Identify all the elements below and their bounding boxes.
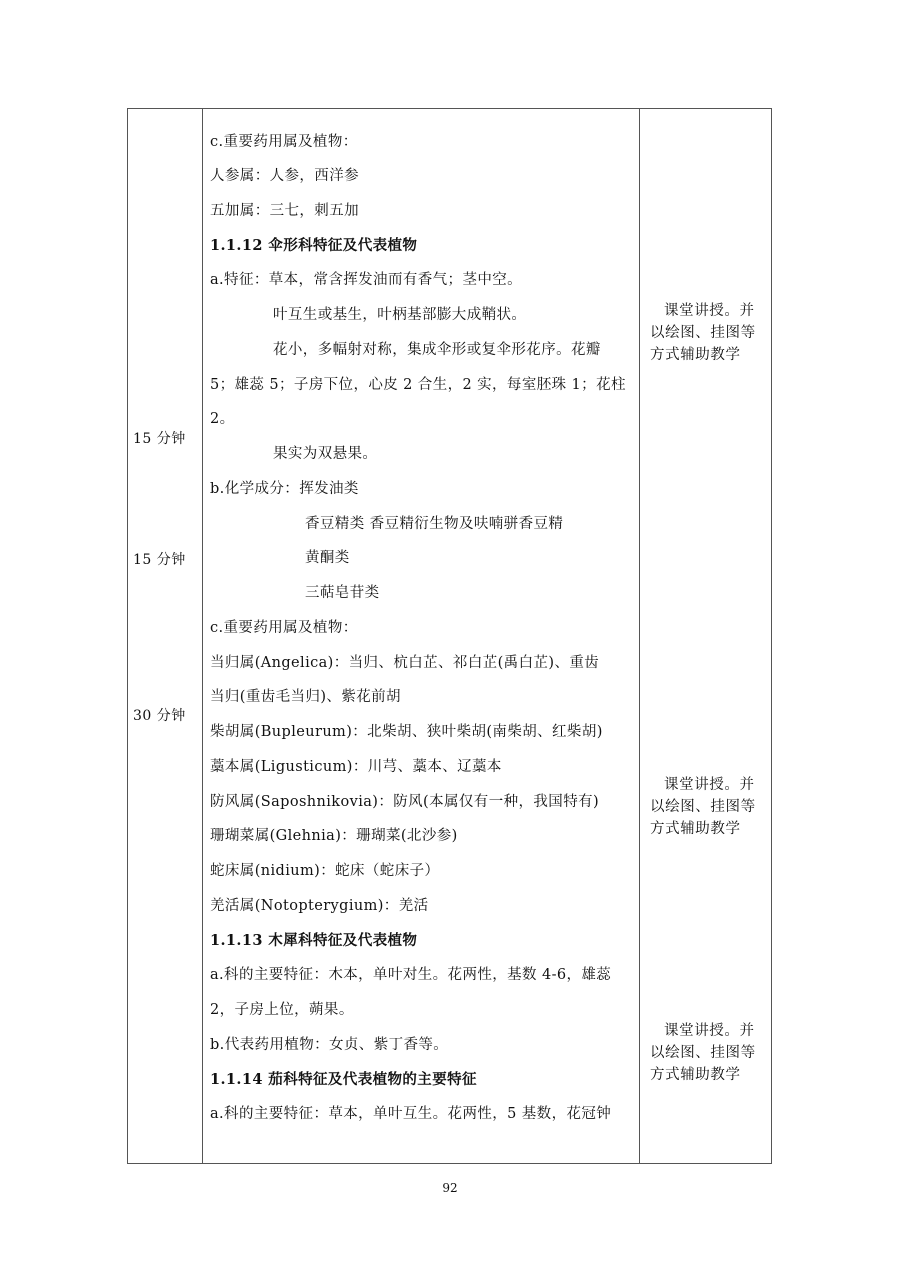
content-line: 柴胡属(Bupleurum)：北柴胡、狭叶柴胡(南柴胡、红柴胡) <box>210 724 603 740</box>
content-line: 三萜皂苷类 <box>305 585 380 601</box>
note-line: 课堂讲授。并 <box>664 1023 755 1039</box>
content-line: 5；雄蕊 5；子房下位，心皮 2 合生，2 实，每室胚珠 1；花柱 <box>210 377 626 393</box>
note-line: 课堂讲授。并 <box>664 303 755 319</box>
time-label: 15 分钟 <box>133 431 186 447</box>
content-line: a.特征：草本，常含挥发油而有香气；茎中空。 <box>210 272 523 288</box>
content-line: c.重要药用属及植物： <box>210 134 358 150</box>
content-line: c.重要药用属及植物： <box>210 620 358 636</box>
content-line: 人参属：人参，西洋参 <box>210 168 359 184</box>
content-line: 当归(重齿毛当归)、紫花前胡 <box>210 689 401 705</box>
page-number: 92 <box>442 1181 458 1195</box>
content-line: a.科的主要特征：木本，单叶对生。花两性，基数 4-6，雄蕊 <box>210 967 612 983</box>
content-line: 珊瑚菜属(Glehnia)：珊瑚菜(北沙参) <box>210 828 458 844</box>
content-line: 花小，多幅射对称，集成伞形或复伞形花序。花瓣 <box>273 342 601 358</box>
content-line: 黄酮类 <box>305 550 350 566</box>
note-line: 以绘图、挂图等 <box>650 1045 756 1061</box>
time-label: 30 分钟 <box>133 708 186 724</box>
column-divider-time <box>202 109 203 1163</box>
column-divider-notes <box>639 109 640 1163</box>
section-heading: 1.1.14 茄科特征及代表植物的主要特征 <box>210 1071 477 1088</box>
section-heading: 1.1.13 木犀科特征及代表植物 <box>210 932 418 949</box>
note-line: 方式辅助教学 <box>650 1067 741 1083</box>
note-line: 以绘图、挂图等 <box>650 325 756 341</box>
content-line: 蛇床属(nidium)：蛇床（蛇床子） <box>210 863 440 879</box>
time-label: 15 分钟 <box>133 552 186 568</box>
note-line: 方式辅助教学 <box>650 821 741 837</box>
content-line: 香豆精类 香豆精衍生物及呋喃骈香豆精 <box>305 516 564 532</box>
content-line: 果实为双悬果。 <box>273 446 378 462</box>
content-line: b.代表药用植物：女贞、紫丁香等。 <box>210 1037 449 1053</box>
content-line: 藁本属(Ligusticum)：川芎、藁本、辽藁本 <box>210 759 502 775</box>
content-line: 羌活属(Notopterygium)：羌活 <box>210 898 429 914</box>
note-line: 以绘图、挂图等 <box>650 799 756 815</box>
content-line: 2，子房上位，蒴果。 <box>210 1002 354 1018</box>
content-line: 防风属(Saposhnikovia)：防风(本属仅有一种，我国特有) <box>210 794 600 810</box>
teaching-method-note <box>650 300 768 366</box>
note-line: 课堂讲授。并 <box>664 777 755 793</box>
content-line: 叶互生或基生，叶柄基部膨大成鞘状。 <box>273 307 527 323</box>
content-line: 五加属：三七，刺五加 <box>210 203 359 219</box>
content-line: a.科的主要特征：草本，单叶互生。花两性，5 基数，花冠钟 <box>210 1106 612 1122</box>
teaching-method-note <box>650 1020 768 1086</box>
section-heading: 1.1.12 伞形科特征及代表植物 <box>210 237 418 254</box>
teaching-method-note <box>650 774 768 840</box>
content-line: 2。 <box>210 411 235 427</box>
content-line: 当归属(Angelica)：当归、杭白芷、祁白芷(禹白芷)、重齿 <box>210 655 600 671</box>
note-line: 方式辅助教学 <box>650 347 741 363</box>
content-line: b.化学成分：挥发油类 <box>210 481 359 497</box>
